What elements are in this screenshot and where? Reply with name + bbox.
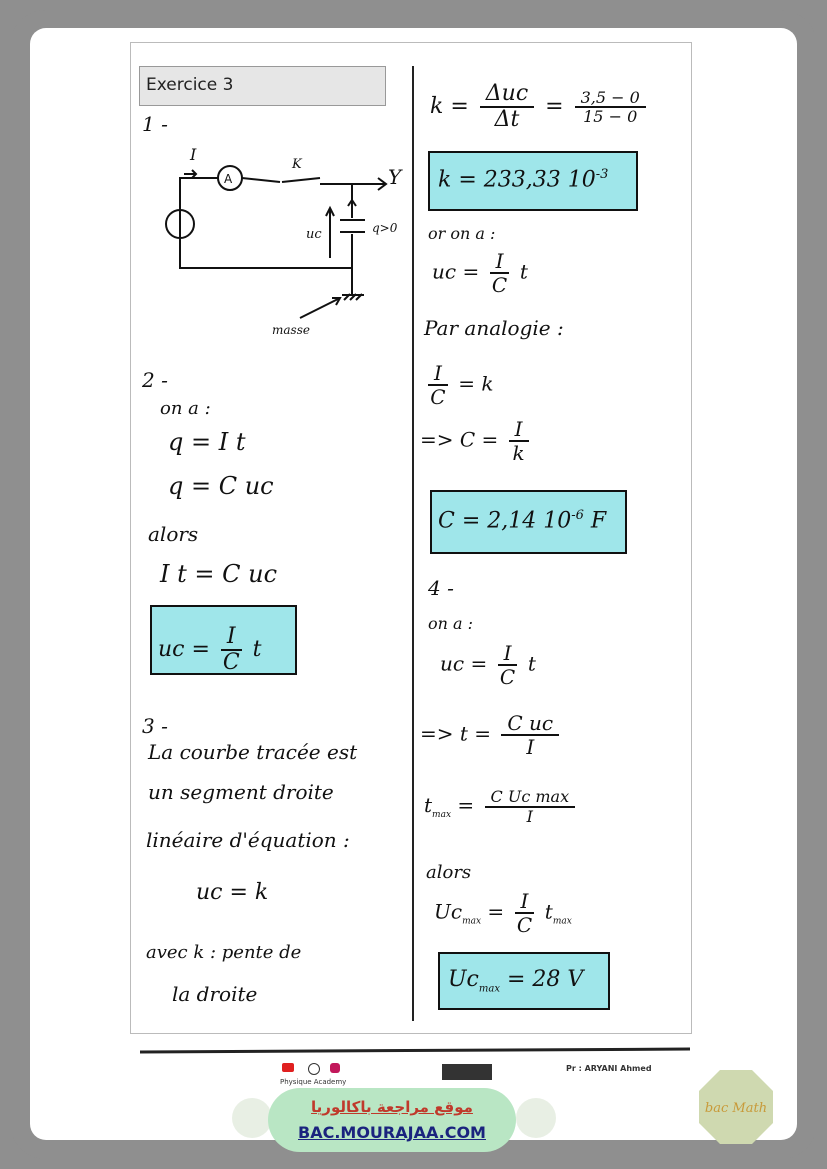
- box-uc-t: t: [252, 637, 262, 663]
- circuit-label-masse: masse: [272, 323, 310, 337]
- left-eq-it-cuc: I t = C uc: [160, 560, 278, 588]
- right-analogy-formula: [424, 362, 494, 408]
- result-box-uc: [150, 605, 297, 675]
- e4-eq: =: [487, 899, 505, 924]
- facebook-icon: [308, 1063, 320, 1075]
- box-uc-den: C: [222, 650, 240, 676]
- exercise-title: Exercice 3: [146, 75, 234, 95]
- e1-t: t: [527, 651, 536, 676]
- question-4-label: 4 -: [428, 576, 454, 600]
- circuit-label-ammeter: A: [224, 172, 233, 186]
- circuit-diagram: [160, 140, 420, 340]
- e2-lhs: => t =: [420, 721, 492, 746]
- e3-den: I: [526, 806, 533, 826]
- left-text-2: un segment droite: [148, 780, 334, 804]
- box-u-val: = 28 V: [506, 967, 584, 992]
- e2-den: I: [526, 735, 535, 759]
- e3-lhs: t: [424, 793, 433, 818]
- right-seal-logo: [516, 1098, 556, 1138]
- e2-num: C uc: [501, 712, 559, 736]
- right-par-analogie: Par analogie :: [424, 316, 564, 340]
- e3-eq: =: [457, 793, 475, 818]
- result-box-k: [428, 151, 638, 211]
- an-den: C: [430, 385, 446, 409]
- question-1-label: 1 -: [142, 112, 168, 136]
- result-box-ucmax: [438, 952, 610, 1010]
- e1-num: I: [498, 642, 518, 666]
- uc-num: I: [490, 250, 510, 274]
- an-num: I: [428, 362, 448, 386]
- e4-tsub: max: [552, 916, 572, 927]
- k-formula: [430, 82, 650, 132]
- author-name: Pr : ARYANI Ahmed: [566, 1064, 652, 1073]
- left-text-1: La courbe tracée est: [148, 740, 358, 764]
- e1-den: C: [499, 665, 516, 689]
- e1-lhs: uc =: [440, 651, 488, 676]
- exercise-title-box: [139, 66, 386, 106]
- box-c-text: C = 2,14 10: [438, 508, 572, 534]
- site-url-link[interactable]: BAC.MOURAJAA.COM: [298, 1123, 486, 1142]
- site-banner[interactable]: [268, 1088, 516, 1152]
- right-eq-tmax: [424, 788, 579, 825]
- box-uc-lhs: uc =: [158, 637, 210, 663]
- left-text-3: linéaire d'équation :: [146, 828, 350, 852]
- left-on-a: on a :: [160, 398, 211, 419]
- left-eq-q-cuc: q = C uc: [168, 472, 274, 500]
- e4-den: C: [516, 913, 533, 937]
- an-rhs: = k: [458, 371, 494, 396]
- question-2-label: 2 -: [142, 368, 168, 392]
- k-den2: 15 − 0: [583, 107, 638, 127]
- k-eq: =: [545, 94, 564, 120]
- e3-sub: max: [432, 810, 452, 821]
- uc-lhs: uc =: [432, 259, 480, 284]
- left-text-4: avec k : pente de: [146, 942, 302, 963]
- right-eq-ucmax: [434, 890, 572, 936]
- right-c-formula: [420, 418, 533, 464]
- e4-num: I: [515, 890, 535, 914]
- uc-den: C: [491, 273, 508, 297]
- right-eq-uc: [440, 642, 536, 688]
- question-3-label: 3 -: [142, 714, 168, 738]
- c-lhs: => C =: [420, 427, 499, 452]
- social-label: Physique Academy: [280, 1078, 347, 1086]
- academy-logo: [442, 1064, 492, 1080]
- right-eq-t: [420, 712, 563, 758]
- c-num: I: [509, 418, 529, 442]
- box-k-exp: -3: [595, 167, 609, 182]
- e4-lhs: Uc: [434, 899, 463, 924]
- badge-text: bac Math: [704, 1101, 768, 1116]
- box-u-sub: max: [478, 983, 500, 995]
- right-uc-formula: [432, 250, 528, 296]
- circuit-label-q: q>0: [372, 221, 398, 235]
- left-eq-q-it: q = I t: [168, 428, 246, 456]
- instagram-icon: [330, 1063, 340, 1073]
- box-u-text: Uc: [448, 967, 479, 992]
- box-c-exp: -6: [571, 508, 584, 523]
- c-den: k: [512, 441, 525, 465]
- k-num: Δuc: [480, 82, 534, 108]
- box-k-text: k = 233,33 10: [438, 167, 596, 193]
- k-lhs: k =: [430, 94, 469, 120]
- k-den: Δt: [494, 107, 520, 133]
- box-uc-num: I: [221, 625, 242, 651]
- circuit-label-y: Y: [388, 165, 402, 189]
- circuit-label-uc: uc: [306, 227, 322, 242]
- left-text-5: la droite: [172, 982, 258, 1006]
- bac-math-badge: [697, 1068, 775, 1146]
- uc-t: t: [519, 259, 528, 284]
- right-alors: alors: [426, 862, 472, 883]
- youtube-icon: [282, 1063, 294, 1072]
- e3-num: C Uc max: [485, 788, 576, 808]
- left-eq-uc-k: uc = k: [196, 880, 269, 905]
- site-arabic-link[interactable]: موقع مراجعة باكالوريا: [311, 1098, 473, 1116]
- e4-sub: max: [462, 916, 482, 927]
- left-seal-logo: [232, 1098, 272, 1138]
- result-box-c: [430, 490, 627, 554]
- right-or-on-a: or on a :: [428, 224, 496, 243]
- k-num2: 3,5 − 0: [575, 89, 646, 109]
- left-alors: alors: [148, 522, 199, 546]
- box-c-unit: F: [590, 508, 607, 534]
- circuit-label-k: K: [292, 157, 302, 172]
- right-on-a: on a :: [428, 614, 474, 633]
- e4-t: t: [544, 899, 553, 924]
- circuit-label-i: I: [190, 145, 197, 164]
